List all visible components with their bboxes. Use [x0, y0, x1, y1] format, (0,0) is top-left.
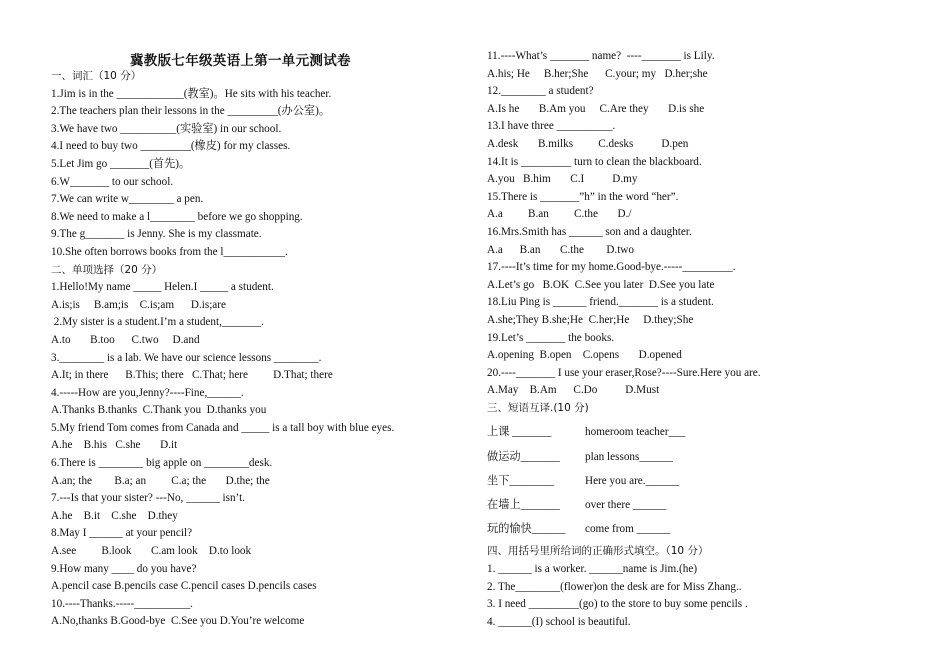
question-line: 15.There is _______”h” in the word “her”.	[487, 190, 679, 203]
question-line: 7.We can write w________ a pen.	[51, 193, 204, 206]
question-line: 9.The g_______ is Jenny. She is my classmate.	[51, 228, 262, 241]
phrase-row	[487, 445, 927, 469]
phrase-english: over there ______	[585, 499, 667, 512]
question-line: A.a B.an C.the D.two	[487, 243, 634, 256]
question-line: 2.The teachers plan their lessons in the _________(办公室)。	[51, 105, 331, 118]
question-line: 2.My sister is a student.I’m a student,_______.	[51, 316, 264, 329]
left-column	[51, 48, 471, 631]
question-line: 8.We need to make a l________ before we go shopping.	[51, 210, 303, 223]
question-line: A.is;is B.am;is C.is;am D.is;are	[51, 298, 226, 311]
phrase-row	[487, 517, 927, 541]
question-line: A.No,thanks B.Good-bye C.See you D.You’re welcome	[51, 615, 305, 628]
question-line: 1. ______ is a worker. ______name is Jim.(he)	[487, 563, 698, 575]
phrase-english: homeroom teacher___	[585, 426, 686, 439]
phrase-row	[487, 420, 927, 444]
question-line: A.desk B.milks C.desks D.pen	[487, 137, 689, 150]
phrase-row	[487, 493, 927, 517]
question-line: 14.It is _________ turn to clean the blackboard.	[487, 155, 702, 168]
question-line: A.you B.him C.I D.my	[487, 173, 638, 186]
question-line: 12.________ a student?	[487, 85, 594, 98]
question-line: 20.----_______ I use your eraser,Rose?----Sure.Here you are.	[487, 366, 761, 379]
question-line: 4.I need to buy two _________(橡皮) for my classes.	[51, 140, 291, 153]
question-line: 8.May I ______ at your pencil?	[51, 527, 193, 540]
question-line: A.an; the B.a; an C.a; the D.the; the	[51, 474, 270, 487]
question-line: 5.Let Jim go _______(首先)。	[51, 157, 191, 170]
question-line: 17.----It’s time for my home.Good-bye.-----_________.	[487, 261, 736, 274]
phrase-chinese: 玩的愉快______	[487, 523, 566, 536]
question-line: A.Is he B.Am you C.Are they D.is she	[487, 102, 705, 115]
question-line: 6.There is ________ big apple on ________desk.	[51, 457, 273, 470]
section-heading: 一、词汇（10 分）	[51, 70, 142, 82]
question-line: 1.Jim is in the ____________(教室)。He sits with his teacher.	[51, 87, 332, 100]
question-line: 1.Hello!My name _____ Helen.I _____ a student.	[51, 281, 274, 294]
question-line: 3.We have two __________(实验室) in our school.	[51, 122, 282, 135]
question-line: 16.Mrs.Smith has ______ son and a daughter.	[487, 225, 692, 238]
question-line: 3. I need _________(go) to the store to buy some pencils .	[487, 598, 748, 611]
question-line: 9.How many ____ do you have?	[51, 562, 197, 575]
question-line: 18.Liu Ping is ______ friend._______ is a student.	[487, 296, 714, 309]
section-heading: 三、短语互译.(10 分)	[487, 401, 589, 414]
question-line: A.he B.it C.she D.they	[51, 509, 178, 522]
question-line: A.opening B.open C.opens D.opened	[487, 349, 682, 362]
question-line: 10.----Thanks.-----__________.	[51, 597, 193, 610]
question-line: A.he B.his C.she D.it	[51, 439, 178, 452]
phrase-chinese: 上课 _______	[487, 426, 552, 439]
question-line: 7.---Is that your sister? ---No, ______ isn’t.	[51, 492, 245, 505]
question-line: 2. The________(flower)on the desk are for Miss Zhang..	[487, 580, 742, 593]
question-line: 13.I have three __________.	[487, 120, 616, 133]
section-heading: 二、单项选择（20 分）	[51, 263, 163, 276]
question-line: 4. ______(I) school is beautiful.	[487, 615, 631, 628]
page-title: 冀教版七年级英语上第一单元测试卷	[130, 53, 351, 69]
question-line: A.pencil case B.pencils case C.pencil cases D.pencils cases	[51, 580, 317, 593]
question-line: A.see B.look C.am look D.to look	[51, 545, 252, 558]
question-line: 6.W_______ to our school.	[51, 175, 174, 188]
question-line: A.she;They B.she;He C.her;He D.they;She	[487, 313, 694, 326]
question-line: 3.________ is a lab. We have our science lessons ________.	[51, 351, 322, 364]
question-line: 5.My friend Tom comes from Canada and _____ is a tall boy with blue eyes.	[51, 421, 395, 434]
question-line: 19.Let’s _______ the books.	[487, 331, 615, 344]
question-line: A.his; He B.her;She C.your; my D.her;she	[487, 67, 708, 80]
right-column	[487, 48, 927, 631]
phrase-chinese: 坐下________	[487, 474, 555, 487]
phrase-chinese: 做运动_______	[487, 450, 560, 463]
section-heading: 四、用括号里所给词的正确形式填空。（10 分）	[487, 545, 709, 558]
phrase-english: Here you are.______	[585, 474, 680, 487]
question-line: A.It; in there B.This; there C.That; here D.That; there	[51, 369, 333, 382]
question-line: 11.----What’s _______ name? ----_______ is Lily.	[487, 50, 715, 62]
phrase-row	[487, 469, 927, 493]
question-line: A.Thanks B.thanks C.Thank you D.thanks you	[51, 404, 267, 417]
question-line: 10.She often borrows books from the l___________.	[51, 245, 288, 258]
question-line: A.a B.an C.the D./	[487, 208, 632, 221]
question-line: 4.-----How are you,Jenny?----Fine,______.	[51, 386, 244, 399]
phrase-english: come from ______	[585, 523, 671, 536]
question-line: A.May B.Am C.Do D.Must	[487, 384, 660, 397]
question-line: A.to B.too C.two D.and	[51, 333, 200, 346]
question-line: A.Let’s go B.OK C.See you later D.See you late	[487, 278, 715, 291]
phrase-english: plan lessons______	[585, 450, 673, 463]
phrase-chinese: 在墙上_______	[487, 499, 560, 512]
